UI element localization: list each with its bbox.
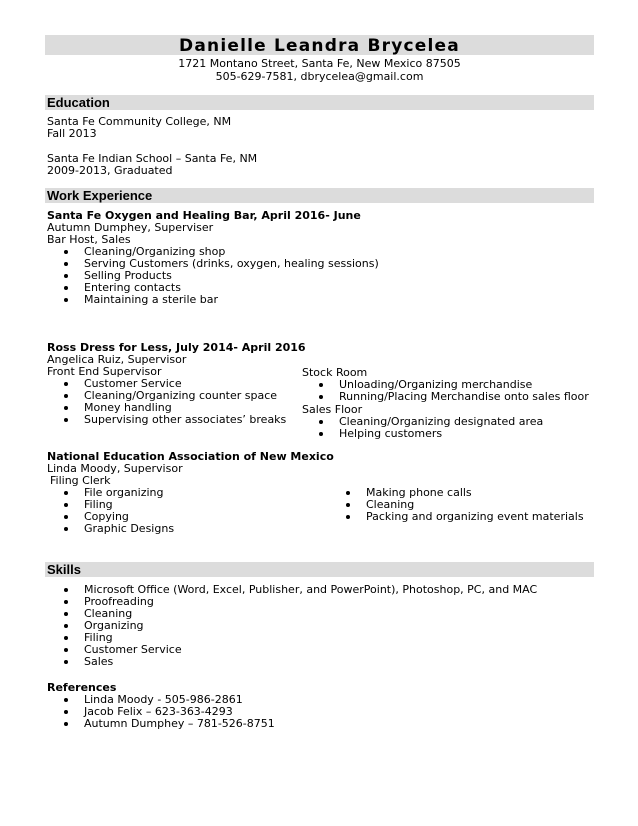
contact-line: 505-629-7581, dbrycelea@gmail.com bbox=[215, 70, 424, 83]
education-date-2: 2009-2013, Graduated bbox=[47, 164, 173, 177]
bullet-icon bbox=[64, 600, 68, 604]
list-item: Filing bbox=[84, 499, 174, 511]
bullet-icon bbox=[346, 515, 350, 519]
bullet-icon bbox=[64, 710, 68, 714]
bullet-icon bbox=[64, 250, 68, 254]
job2-role-salesfloor: Sales Floor bbox=[302, 403, 363, 416]
list-item: Making phone calls bbox=[366, 487, 584, 499]
list-item: Linda Moody - 505-986-2861 bbox=[84, 694, 275, 706]
list-item: Running/Placing Merchandise onto sales floor bbox=[339, 391, 589, 403]
bullet-icon bbox=[64, 274, 68, 278]
list-item: Cleaning bbox=[366, 499, 584, 511]
list-item: Autumn Dumphey – 781-526-8751 bbox=[84, 718, 275, 730]
list-item: Graphic Designs bbox=[84, 523, 174, 535]
list-item: Filing bbox=[84, 632, 537, 644]
education-date-1: Fall 2013 bbox=[47, 127, 97, 140]
job2-salesfloor-list bbox=[339, 416, 543, 440]
bullet-icon bbox=[64, 262, 68, 266]
job2-role: Front End Supervisor bbox=[47, 365, 162, 378]
list-item: Organizing bbox=[84, 620, 537, 632]
bullet-icon bbox=[319, 432, 323, 436]
list-item: File organizing bbox=[84, 487, 174, 499]
bullet-icon bbox=[64, 298, 68, 302]
job2-stockroom-list bbox=[339, 379, 589, 403]
bullet-icon bbox=[319, 420, 323, 424]
bullet-icon bbox=[64, 660, 68, 664]
list-item: Money handling bbox=[84, 402, 286, 414]
references-heading: References bbox=[47, 681, 117, 694]
bullet-icon bbox=[64, 418, 68, 422]
education-school-1: Santa Fe Community College, NM bbox=[47, 115, 232, 128]
job2-duties-list bbox=[84, 378, 286, 426]
bullet-icon bbox=[64, 406, 68, 410]
job2-supervisor: Angelica Ruiz, Supervisor bbox=[47, 353, 187, 366]
list-item: Serving Customers (drinks, oxygen, healing sessions) bbox=[84, 258, 379, 270]
job3-duties-list-2 bbox=[366, 487, 584, 523]
list-item: Jacob Felix – 623-363-4293 bbox=[84, 706, 275, 718]
bullet-icon bbox=[319, 383, 323, 387]
skills-bar bbox=[45, 562, 594, 577]
list-item: Unloading/Organizing merchandise bbox=[339, 379, 589, 391]
bullet-icon bbox=[64, 612, 68, 616]
job3-role: Filing Clerk bbox=[50, 474, 111, 487]
list-item: Microsoft Office (Word, Excel, Publisher, and PowerPoint), Photoshop, PC, and MAC bbox=[84, 584, 537, 596]
bullet-icon bbox=[64, 722, 68, 726]
bullet-icon bbox=[64, 286, 68, 290]
job1-duties-list bbox=[84, 246, 379, 306]
list-item: Packing and organizing event materials bbox=[366, 511, 584, 523]
bullet-icon bbox=[64, 636, 68, 640]
job1-role: Bar Host, Sales bbox=[47, 233, 131, 246]
bullet-icon bbox=[64, 527, 68, 531]
job3-supervisor: Linda Moody, Supervisor bbox=[47, 462, 183, 475]
list-item: Cleaning/Organizing designated area bbox=[339, 416, 543, 428]
applicant-name: Danielle Leandra Brycelea bbox=[179, 36, 460, 56]
bullet-icon bbox=[346, 491, 350, 495]
bullet-icon bbox=[64, 382, 68, 386]
bullet-icon bbox=[64, 588, 68, 592]
list-item: Customer Service bbox=[84, 378, 286, 390]
bullet-icon bbox=[64, 624, 68, 628]
bullet-icon bbox=[64, 698, 68, 702]
bullet-icon bbox=[64, 491, 68, 495]
bullet-icon bbox=[64, 515, 68, 519]
bullet-icon bbox=[64, 394, 68, 398]
job1-supervisor: Autumn Dumphey, Superviser bbox=[47, 221, 214, 234]
job2-role-stockroom: Stock Room bbox=[302, 366, 368, 379]
list-item: Helping customers bbox=[339, 428, 543, 440]
references-list bbox=[84, 694, 275, 730]
list-item: Customer Service bbox=[84, 644, 537, 656]
address-line: 1721 Montano Street, Santa Fe, New Mexico 87505 bbox=[178, 57, 461, 70]
bullet-icon bbox=[346, 503, 350, 507]
list-item: Supervising other associates’ breaks bbox=[84, 414, 286, 426]
job3-title: National Education Association of New Mexico bbox=[47, 450, 334, 463]
job2-title: Ross Dress for Less, July 2014- April 2016 bbox=[47, 341, 306, 354]
bullet-icon bbox=[64, 503, 68, 507]
list-item: Sales bbox=[84, 656, 537, 668]
list-item: Entering contacts bbox=[84, 282, 379, 294]
job3-duties-list bbox=[84, 487, 174, 535]
list-item: Cleaning bbox=[84, 608, 537, 620]
work-heading: Work Experience bbox=[47, 188, 153, 203]
skills-heading: Skills bbox=[47, 562, 81, 577]
education-heading: Education bbox=[47, 95, 110, 110]
education-school-2: Santa Fe Indian School – Santa Fe, NM bbox=[47, 152, 258, 165]
list-item: Copying bbox=[84, 511, 174, 523]
skills-list bbox=[84, 584, 537, 668]
bullet-icon bbox=[64, 648, 68, 652]
bullet-icon bbox=[319, 395, 323, 399]
list-item: Proofreading bbox=[84, 596, 537, 608]
list-item: Selling Products bbox=[84, 270, 379, 282]
list-item: Cleaning/Organizing counter space bbox=[84, 390, 286, 402]
list-item: Cleaning/Organizing shop bbox=[84, 246, 379, 258]
education-bar bbox=[45, 95, 594, 110]
job1-title: Santa Fe Oxygen and Healing Bar, April 2016- June bbox=[47, 209, 361, 222]
list-item: Maintaining a sterile bar bbox=[84, 294, 379, 306]
